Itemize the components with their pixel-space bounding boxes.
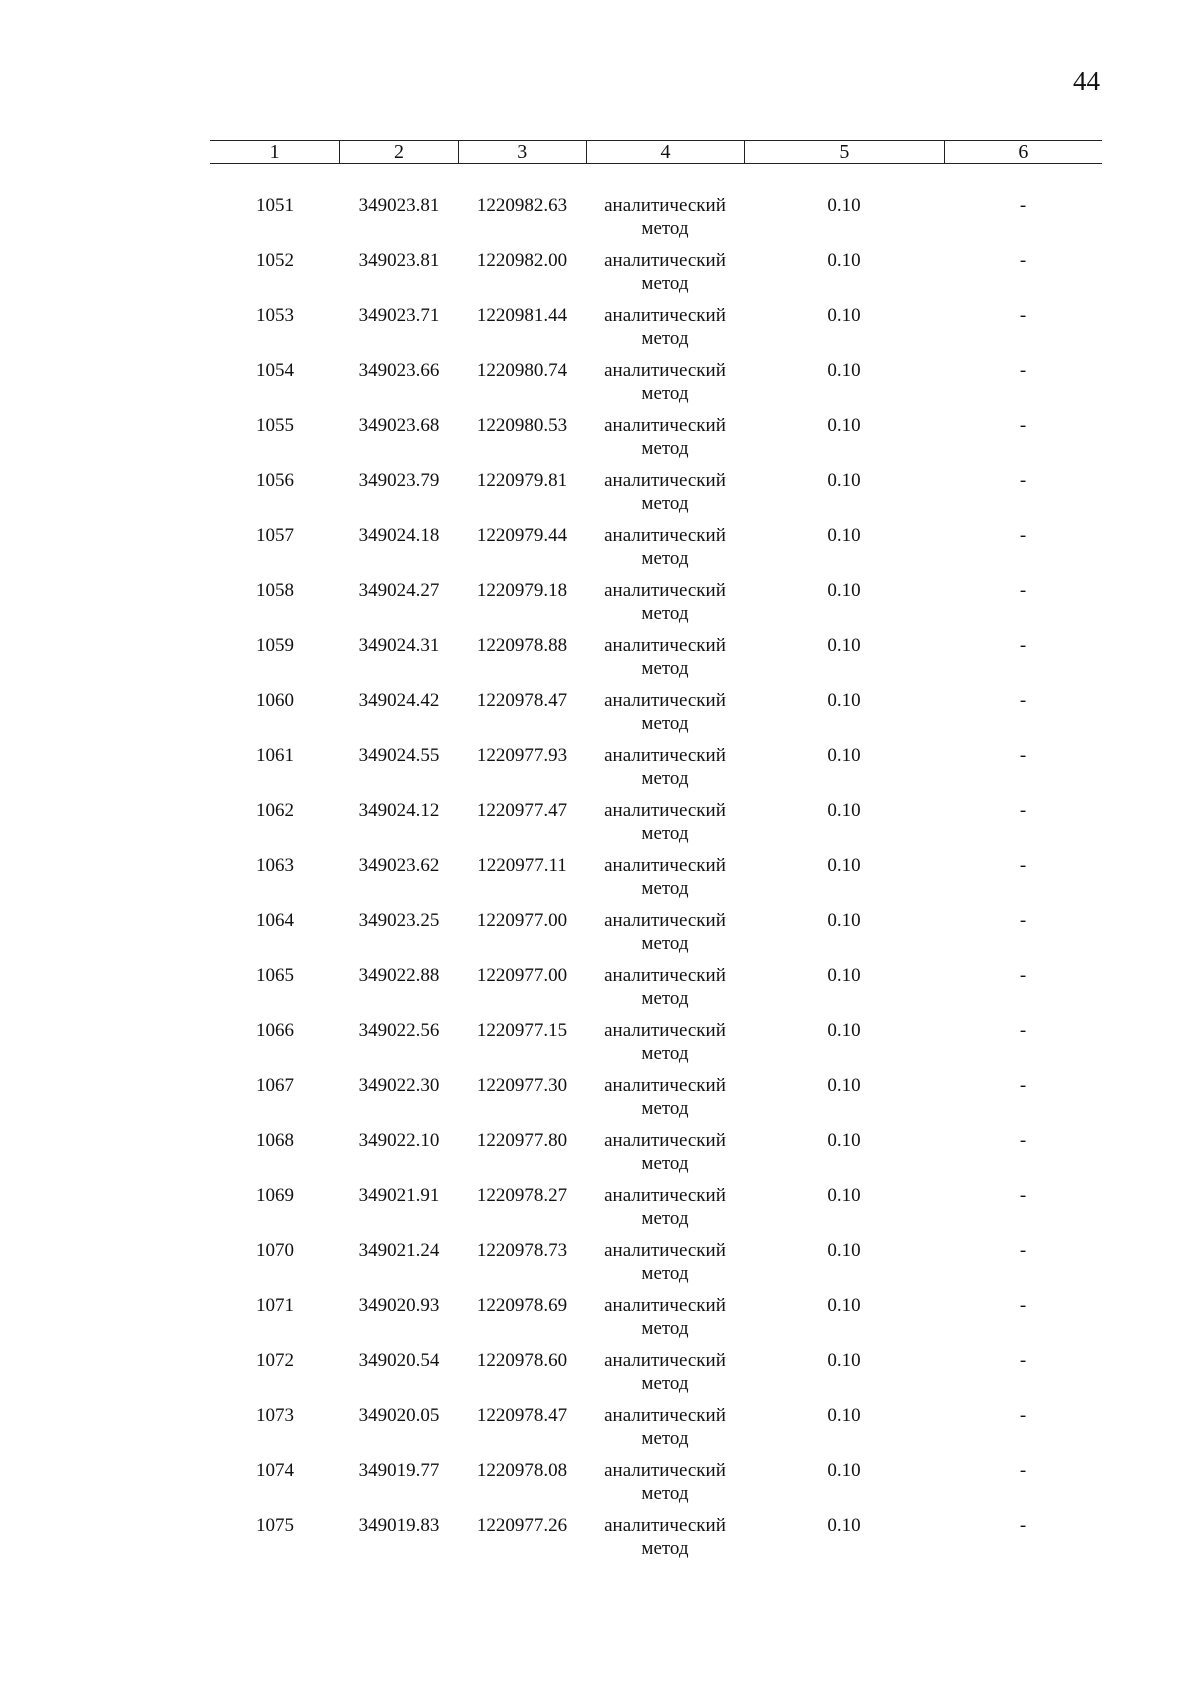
method-cell xyxy=(586,469,744,524)
point-number-cell: 1063 xyxy=(256,855,294,876)
method-cell xyxy=(586,964,744,1019)
note-cell: - xyxy=(1019,1405,1027,1426)
method-line-2: метод xyxy=(641,1208,689,1229)
note-cell: - xyxy=(1019,1350,1027,1371)
table-row xyxy=(210,1074,1102,1129)
note-cell: - xyxy=(1019,800,1027,821)
accuracy-cell: 0.10 xyxy=(827,1130,861,1151)
method-line-1: аналитический xyxy=(604,690,726,711)
y-coordinate-cell: 1220982.00 xyxy=(476,250,568,271)
y-coordinate-cell: 1220977.26 xyxy=(476,1515,568,1536)
method-line-1: аналитический xyxy=(604,1075,726,1096)
method-line-1: аналитический xyxy=(604,525,726,546)
method-line-1: аналитический xyxy=(604,305,726,326)
method-line-1: аналитический xyxy=(604,965,726,986)
x-coordinate-cell: 349022.30 xyxy=(358,1075,440,1096)
y-coordinate-cell: 1220977.47 xyxy=(476,800,568,821)
method-line-1: аналитический xyxy=(604,1515,726,1536)
method-cell xyxy=(586,1459,744,1514)
method-line-1: аналитический xyxy=(604,470,726,491)
method-cell xyxy=(586,524,744,579)
method-line-2: метод xyxy=(641,1483,689,1504)
point-number-cell: 1070 xyxy=(256,1240,294,1261)
x-coordinate-cell: 349022.10 xyxy=(358,1130,440,1151)
y-coordinate-cell: 1220977.11 xyxy=(477,855,567,876)
table-row xyxy=(210,579,1102,634)
y-coordinate-cell: 1220979.18 xyxy=(476,580,568,601)
note-cell: - xyxy=(1019,1460,1027,1481)
table-row xyxy=(210,689,1102,744)
method-line-2: метод xyxy=(641,548,689,569)
method-cell xyxy=(586,1239,744,1294)
method-cell xyxy=(586,689,744,744)
x-coordinate-cell: 349023.66 xyxy=(358,360,440,381)
column-header-6: 6 xyxy=(944,141,1102,164)
accuracy-cell: 0.10 xyxy=(827,360,861,381)
x-coordinate-cell: 349023.81 xyxy=(358,250,440,271)
note-cell: - xyxy=(1019,360,1027,381)
method-line-1: аналитический xyxy=(604,1130,726,1151)
x-coordinate-cell: 349021.91 xyxy=(358,1185,440,1206)
accuracy-cell: 0.10 xyxy=(827,1075,861,1096)
method-line-1: аналитический xyxy=(604,1020,726,1041)
method-cell xyxy=(586,744,744,799)
method-line-2: метод xyxy=(641,988,689,1009)
method-line-2: метод xyxy=(641,603,689,624)
point-number-cell: 1072 xyxy=(256,1350,294,1371)
accuracy-cell: 0.10 xyxy=(827,470,861,491)
method-cell xyxy=(586,194,744,249)
method-cell xyxy=(586,799,744,854)
y-coordinate-cell: 1220978.60 xyxy=(476,1350,568,1371)
method-line-1: аналитический xyxy=(604,1350,726,1371)
y-coordinate-cell: 1220977.00 xyxy=(476,910,568,931)
method-line-1: аналитический xyxy=(604,195,726,216)
method-line-1: аналитический xyxy=(604,745,726,766)
point-number-cell: 1065 xyxy=(256,965,294,986)
table-row xyxy=(210,1459,1102,1514)
point-number-cell: 1052 xyxy=(256,250,294,271)
method-line-2: метод xyxy=(641,328,689,349)
x-coordinate-cell: 349024.27 xyxy=(358,580,440,601)
point-number-cell: 1051 xyxy=(256,195,294,216)
method-cell xyxy=(586,1294,744,1349)
table-row xyxy=(210,799,1102,854)
accuracy-cell: 0.10 xyxy=(827,1295,861,1316)
point-number-cell: 1060 xyxy=(256,690,294,711)
point-number-cell: 1075 xyxy=(256,1515,294,1536)
accuracy-cell: 0.10 xyxy=(827,250,861,271)
point-number-cell: 1067 xyxy=(256,1075,294,1096)
method-line-2: метод xyxy=(641,1153,689,1174)
accuracy-cell: 0.10 xyxy=(827,1350,861,1371)
note-cell: - xyxy=(1019,1020,1027,1041)
method-line-2: метод xyxy=(641,713,689,734)
y-coordinate-cell: 1220978.73 xyxy=(476,1240,568,1261)
x-coordinate-cell: 349022.88 xyxy=(358,965,440,986)
y-coordinate-cell: 1220978.47 xyxy=(476,1405,568,1426)
column-header-table xyxy=(210,140,1102,164)
accuracy-cell: 0.10 xyxy=(827,745,861,766)
y-coordinate-cell: 1220977.00 xyxy=(476,965,568,986)
table-row xyxy=(210,1349,1102,1404)
method-line-2: метод xyxy=(641,823,689,844)
y-coordinate-cell: 1220980.74 xyxy=(476,360,568,381)
note-cell: - xyxy=(1019,745,1027,766)
method-line-1: аналитический xyxy=(604,1240,726,1261)
x-coordinate-cell: 349024.12 xyxy=(358,800,440,821)
point-number-cell: 1073 xyxy=(256,1405,294,1426)
method-cell xyxy=(586,414,744,469)
method-line-1: аналитический xyxy=(604,635,726,656)
y-coordinate-cell: 1220977.93 xyxy=(476,745,568,766)
point-number-cell: 1058 xyxy=(256,580,294,601)
table-row xyxy=(210,1404,1102,1459)
note-cell: - xyxy=(1019,965,1027,986)
method-line-1: аналитический xyxy=(604,1185,726,1206)
method-line-1: аналитический xyxy=(604,1405,726,1426)
note-cell: - xyxy=(1019,1075,1027,1096)
accuracy-cell: 0.10 xyxy=(827,1405,861,1426)
note-cell: - xyxy=(1019,1185,1027,1206)
point-number-cell: 1074 xyxy=(256,1460,294,1481)
coordinates-table-body xyxy=(210,194,1102,1569)
accuracy-cell: 0.10 xyxy=(827,855,861,876)
method-line-2: метод xyxy=(641,1043,689,1064)
table-row xyxy=(210,359,1102,414)
x-coordinate-cell: 349023.81 xyxy=(358,195,440,216)
accuracy-cell: 0.10 xyxy=(827,1240,861,1261)
table-row xyxy=(210,634,1102,689)
column-header-3: 3 xyxy=(458,141,586,164)
method-cell xyxy=(586,1514,744,1569)
method-cell xyxy=(586,1349,744,1404)
y-coordinate-cell: 1220977.30 xyxy=(476,1075,568,1096)
y-coordinate-cell: 1220982.63 xyxy=(476,195,568,216)
accuracy-cell: 0.10 xyxy=(827,1185,861,1206)
method-line-1: аналитический xyxy=(604,250,726,271)
x-coordinate-cell: 349019.83 xyxy=(358,1515,440,1536)
x-coordinate-cell: 349024.55 xyxy=(358,745,440,766)
accuracy-cell: 0.10 xyxy=(827,690,861,711)
method-line-1: аналитический xyxy=(604,1295,726,1316)
column-header-5: 5 xyxy=(745,141,945,164)
table-row xyxy=(210,1184,1102,1239)
method-cell xyxy=(586,1404,744,1459)
note-cell: - xyxy=(1019,525,1027,546)
method-line-1: аналитический xyxy=(604,415,726,436)
table-row xyxy=(210,744,1102,799)
table-row xyxy=(210,909,1102,964)
table-row xyxy=(210,964,1102,1019)
note-cell: - xyxy=(1019,1130,1027,1151)
note-cell: - xyxy=(1019,250,1027,271)
y-coordinate-cell: 1220978.69 xyxy=(476,1295,568,1316)
x-coordinate-cell: 349023.62 xyxy=(358,855,440,876)
method-line-2: метод xyxy=(641,658,689,679)
note-cell: - xyxy=(1019,690,1027,711)
accuracy-cell: 0.10 xyxy=(827,910,861,931)
note-cell: - xyxy=(1019,415,1027,436)
accuracy-cell: 0.10 xyxy=(827,800,861,821)
y-coordinate-cell: 1220977.80 xyxy=(476,1130,568,1151)
x-coordinate-cell: 349023.68 xyxy=(358,415,440,436)
column-header-2: 2 xyxy=(340,141,458,164)
y-coordinate-cell: 1220979.81 xyxy=(476,470,568,491)
x-coordinate-cell: 349019.77 xyxy=(358,1460,440,1481)
note-cell: - xyxy=(1019,1295,1027,1316)
table-row xyxy=(210,414,1102,469)
note-cell: - xyxy=(1019,580,1027,601)
table-row xyxy=(210,1239,1102,1294)
method-line-1: аналитический xyxy=(604,910,726,931)
method-line-2: метод xyxy=(641,1098,689,1119)
table-row xyxy=(210,1294,1102,1349)
point-number-cell: 1054 xyxy=(256,360,294,381)
method-cell xyxy=(586,1074,744,1129)
method-line-2: метод xyxy=(641,218,689,239)
point-number-cell: 1068 xyxy=(256,1130,294,1151)
point-number-cell: 1069 xyxy=(256,1185,294,1206)
method-line-1: аналитический xyxy=(604,800,726,821)
method-line-1: аналитический xyxy=(604,360,726,381)
table-row xyxy=(210,1514,1102,1569)
table-row xyxy=(210,1129,1102,1184)
note-cell: - xyxy=(1019,855,1027,876)
accuracy-cell: 0.10 xyxy=(827,1460,861,1481)
accuracy-cell: 0.10 xyxy=(827,1515,861,1536)
method-line-2: метод xyxy=(641,273,689,294)
method-line-2: метод xyxy=(641,1263,689,1284)
x-coordinate-cell: 349020.54 xyxy=(358,1350,440,1371)
point-number-cell: 1066 xyxy=(256,1020,294,1041)
table-row xyxy=(210,1019,1102,1074)
column-header-1: 1 xyxy=(210,141,340,164)
method-line-2: метод xyxy=(641,493,689,514)
point-number-cell: 1057 xyxy=(256,525,294,546)
table-row xyxy=(210,194,1102,249)
accuracy-cell: 0.10 xyxy=(827,965,861,986)
point-number-cell: 1055 xyxy=(256,415,294,436)
method-cell xyxy=(586,304,744,359)
note-cell: - xyxy=(1019,1515,1027,1536)
note-cell: - xyxy=(1019,635,1027,656)
y-coordinate-cell: 1220978.27 xyxy=(476,1185,568,1206)
x-coordinate-cell: 349024.42 xyxy=(358,690,440,711)
method-line-2: метод xyxy=(641,1373,689,1394)
method-line-2: метод xyxy=(641,768,689,789)
accuracy-cell: 0.10 xyxy=(827,305,861,326)
point-number-cell: 1061 xyxy=(256,745,294,766)
x-coordinate-cell: 349020.05 xyxy=(358,1405,440,1426)
x-coordinate-cell: 349021.24 xyxy=(358,1240,440,1261)
x-coordinate-cell: 349024.18 xyxy=(358,525,440,546)
method-cell xyxy=(586,854,744,909)
method-cell xyxy=(586,249,744,304)
method-line-2: метод xyxy=(641,438,689,459)
point-number-cell: 1062 xyxy=(256,800,294,821)
y-coordinate-cell: 1220979.44 xyxy=(476,525,568,546)
method-line-1: аналитический xyxy=(604,855,726,876)
page-number: 44 xyxy=(1073,66,1100,96)
note-cell: - xyxy=(1019,305,1027,326)
method-cell xyxy=(586,634,744,689)
y-coordinate-cell: 1220978.88 xyxy=(476,635,568,656)
accuracy-cell: 0.10 xyxy=(827,580,861,601)
x-coordinate-cell: 349022.56 xyxy=(358,1020,440,1041)
accuracy-cell: 0.10 xyxy=(827,195,861,216)
method-line-1: аналитический xyxy=(604,1460,726,1481)
x-coordinate-cell: 349023.71 xyxy=(358,305,440,326)
column-header-4: 4 xyxy=(586,141,744,164)
method-line-2: метод xyxy=(641,933,689,954)
accuracy-cell: 0.10 xyxy=(827,635,861,656)
method-cell xyxy=(586,1019,744,1074)
note-cell: - xyxy=(1019,1240,1027,1261)
x-coordinate-cell: 349024.31 xyxy=(358,635,440,656)
point-number-cell: 1053 xyxy=(256,305,294,326)
method-cell xyxy=(586,1129,744,1184)
x-coordinate-cell: 349023.79 xyxy=(358,470,440,491)
note-cell: - xyxy=(1019,470,1027,491)
y-coordinate-cell: 1220981.44 xyxy=(476,305,568,326)
point-number-cell: 1056 xyxy=(256,470,294,491)
table-row xyxy=(210,854,1102,909)
y-coordinate-cell: 1220978.47 xyxy=(476,690,568,711)
y-coordinate-cell: 1220978.08 xyxy=(476,1460,568,1481)
accuracy-cell: 0.10 xyxy=(827,1020,861,1041)
x-coordinate-cell: 349020.93 xyxy=(358,1295,440,1316)
method-cell xyxy=(586,359,744,414)
method-line-2: метод xyxy=(641,1428,689,1449)
method-line-2: метод xyxy=(641,878,689,899)
accuracy-cell: 0.10 xyxy=(827,415,861,436)
x-coordinate-cell: 349023.25 xyxy=(358,910,440,931)
accuracy-cell: 0.10 xyxy=(827,525,861,546)
column-header-row xyxy=(210,141,1102,164)
table-row xyxy=(210,524,1102,579)
method-line-2: метод xyxy=(641,383,689,404)
table-row xyxy=(210,469,1102,524)
method-cell xyxy=(586,579,744,634)
method-cell xyxy=(586,909,744,964)
y-coordinate-cell: 1220980.53 xyxy=(476,415,568,436)
method-cell xyxy=(586,1184,744,1239)
method-line-1: аналитический xyxy=(604,580,726,601)
note-cell: - xyxy=(1019,910,1027,931)
note-cell: - xyxy=(1019,195,1027,216)
method-line-2: метод xyxy=(641,1318,689,1339)
y-coordinate-cell: 1220977.15 xyxy=(476,1020,568,1041)
table-row xyxy=(210,249,1102,304)
point-number-cell: 1064 xyxy=(256,910,294,931)
point-number-cell: 1071 xyxy=(256,1295,294,1316)
table-row xyxy=(210,304,1102,359)
method-line-2: метод xyxy=(641,1538,689,1559)
point-number-cell: 1059 xyxy=(256,635,294,656)
